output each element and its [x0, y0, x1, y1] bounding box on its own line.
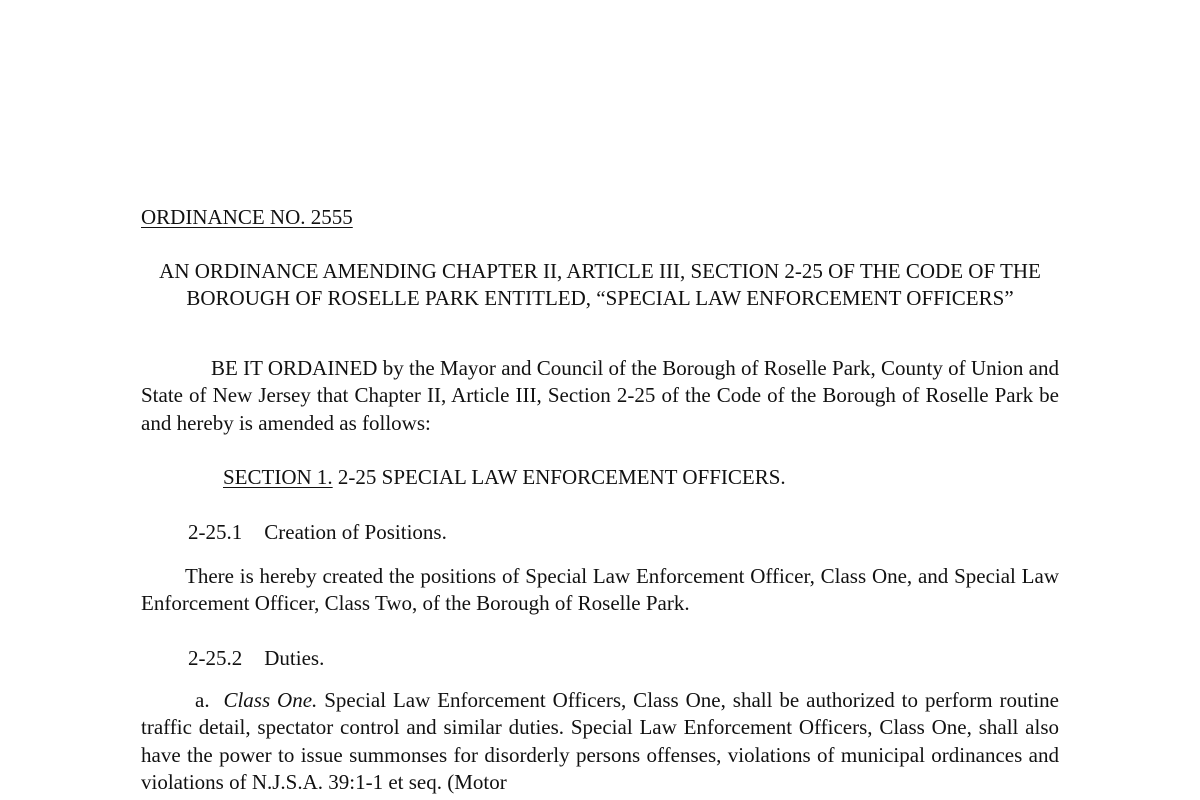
subsection-1-number: 2-25.1 [188, 520, 243, 544]
subsection-1-title: Creation of Positions. [264, 520, 447, 544]
preamble-paragraph: BE IT ORDAINED by the Mayor and Council of the Borough of Roselle Park, County of Union and State of New Jersey that Chapter II, Article III, Section 2-25 of the Code of the Borough of Roselle Park be and hereby is amended as follows: [141, 356, 1059, 435]
subsection-2-title: Duties. [264, 646, 325, 670]
item-a-marker: a. [195, 688, 210, 712]
subsection-1-heading [188, 519, 447, 546]
subsection-2-item-a [141, 687, 1059, 797]
section-1-title: 2-25 SPECIAL LAW ENFORCEMENT OFFICERS. [337, 465, 786, 489]
section-1-label: SECTION 1. [223, 465, 333, 489]
ordinance-title: AN ORDINANCE AMENDING CHAPTER II, ARTICLE III, SECTION 2-25 OF THE CODE OF THE BOROUGH OF ROSELLE PARK ENTITLED, “SPECIAL LAW ENFORCEMENT OFFICERS” [159, 259, 1041, 310]
section-1-heading [223, 464, 786, 491]
ordinance-number: ORDINANCE NO. 2555 [141, 205, 353, 229]
item-a-body: Special Law Enforcement Officers, Class One, shall be authorized to perform routine traffic detail, spectator control and similar duties. Special Law Enforcement Officers, Class One, shall also have the power to issue summonses for disorderly persons offenses, violations of municipal ordinances and violations of N.J.S.A. 39:1-1 et seq. (Motor [141, 688, 1059, 795]
subsection-2-heading [188, 645, 324, 672]
item-a-term: Class One. [223, 688, 318, 712]
subsection-1-body: There is hereby created the positions of Special Law Enforcement Officer, Class One, and Special Law Enforcement Officer, Class Two, of the Borough of Roselle Park. [141, 564, 1059, 616]
subsection-2-number: 2-25.2 [188, 646, 243, 670]
